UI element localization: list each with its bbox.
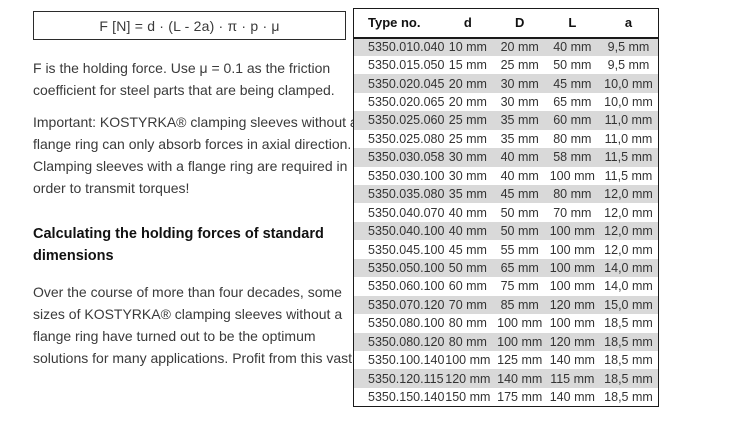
cell-type-no: 5350.080.120 xyxy=(368,334,445,349)
table-cell: 85 mm xyxy=(500,297,539,312)
table-cell: 70 mm xyxy=(448,297,487,312)
table-cell: 125 mm xyxy=(497,353,543,368)
table-cell: 35 mm xyxy=(448,187,487,202)
cell-type-no: 5350.050.100 xyxy=(368,260,445,275)
table-row xyxy=(354,111,659,129)
table-cell: 140 mm xyxy=(497,371,543,386)
table-cell: 40 mm xyxy=(500,150,539,165)
table-cell: 11,5 mm xyxy=(604,150,653,165)
table-cell: 45 mm xyxy=(500,187,539,202)
table-cell: 100 mm xyxy=(549,279,595,294)
table-row xyxy=(354,351,659,369)
table-cell: 80 mm xyxy=(553,187,592,202)
table-row xyxy=(354,38,659,56)
table-cell: 18,5 mm xyxy=(604,353,653,368)
table-cell: 60 mm xyxy=(553,113,592,128)
table-row xyxy=(354,296,659,314)
table-cell: 65 mm xyxy=(500,260,539,275)
table-row xyxy=(354,222,659,240)
table-row xyxy=(354,314,659,332)
table-cell: 11,0 mm xyxy=(604,131,653,146)
table-cell: 40 mm xyxy=(553,40,592,55)
table-cell: 150 mm xyxy=(445,389,491,404)
table-cell: 70 mm xyxy=(553,205,592,220)
table-row xyxy=(354,203,659,221)
table-cell: 14,0 mm xyxy=(604,279,653,294)
section-heading-calculating-forces: Calculating the holding forces of standard dimensions xyxy=(33,226,324,264)
table-cell: 20 mm xyxy=(500,40,539,55)
table-row xyxy=(354,388,659,406)
table-cell: 20 mm xyxy=(448,76,487,91)
table-row xyxy=(354,185,659,203)
table-cell: 140 mm xyxy=(549,389,595,404)
cell-type-no: 5350.025.060 xyxy=(368,113,445,128)
cell-type-no: 5350.020.045 xyxy=(368,76,445,91)
cell-type-no: 5350.015.050 xyxy=(368,58,445,73)
table-row xyxy=(354,167,659,185)
table-cell: 15,0 mm xyxy=(604,297,653,312)
table-cell: 100 mm xyxy=(497,334,543,349)
table-header-row xyxy=(354,9,659,38)
table-cell: 11,5 mm xyxy=(604,168,653,183)
table-cell: 55 mm xyxy=(500,242,539,257)
table-cell: 30 mm xyxy=(500,76,539,91)
paragraph-standard-dimensions: Over the course of more than four decades, some sizes of KOSTYRKA® clamping sleeves without a flange ring have turned out to be the optimum solutions for many applications. Profit from this vast xyxy=(33,284,353,366)
paragraph-important-note: Important: KOSTYRKA® clamping sleeves without a flange ring can only absorb forces in axial direction. Clamping sleeves with a flange ring are required in order to transmit torques! xyxy=(33,114,358,196)
cell-type-no: 5350.060.100 xyxy=(368,279,445,294)
table-cell: 10,0 mm xyxy=(604,76,653,91)
cell-type-no: 5350.070.120 xyxy=(368,297,445,312)
table-cell: 25 mm xyxy=(500,58,539,73)
table-row xyxy=(354,333,659,351)
table-row xyxy=(354,130,659,148)
table-cell: 14,0 mm xyxy=(604,260,653,275)
table-cell: 100 mm xyxy=(549,242,595,257)
table-cell: 20 mm xyxy=(448,95,487,110)
table-cell: 100 mm xyxy=(549,224,595,239)
table-body xyxy=(354,38,659,407)
column-header-D: D xyxy=(494,9,546,38)
table-cell: 18,5 mm xyxy=(604,371,653,386)
table-cell: 30 mm xyxy=(448,168,487,183)
table-cell: 40 mm xyxy=(448,205,487,220)
table-cell: 35 mm xyxy=(500,131,539,146)
cell-type-no: 5350.150.140 xyxy=(368,389,445,404)
table-cell: 80 mm xyxy=(448,334,487,349)
table-cell: 9,5 mm xyxy=(607,58,650,73)
table-cell: 12,0 mm xyxy=(604,224,653,239)
table-cell: 11,0 mm xyxy=(604,113,653,128)
table-cell: 50 mm xyxy=(500,224,539,239)
table-cell: 75 mm xyxy=(500,279,539,294)
table-cell: 45 mm xyxy=(448,242,487,257)
cell-type-no: 5350.025.080 xyxy=(368,131,445,146)
table-cell: 100 mm xyxy=(549,316,595,331)
table-cell: 120 mm xyxy=(445,371,491,386)
table-cell: 30 mm xyxy=(500,95,539,110)
table-cell: 9,5 mm xyxy=(607,40,650,55)
paragraph-friction-coefficient: F is the holding force. Use μ = 0.1 as the friction coefficient for steel parts that are being clamped. xyxy=(33,60,335,98)
cell-type-no: 5350.080.100 xyxy=(368,316,445,331)
table-row xyxy=(354,259,659,277)
cell-type-no: 5350.045.100 xyxy=(368,242,445,257)
table-cell: 15 mm xyxy=(448,58,487,73)
table-cell: 50 mm xyxy=(553,58,592,73)
table-cell: 100 mm xyxy=(497,316,543,331)
table-cell: 25 mm xyxy=(448,113,487,128)
table-cell: 18,5 mm xyxy=(604,334,653,349)
table-cell: 35 mm xyxy=(500,113,539,128)
table-cell: 12,0 mm xyxy=(604,242,653,257)
dimensions-table xyxy=(353,8,659,407)
cell-type-no: 5350.040.070 xyxy=(368,205,445,220)
cell-type-no: 5350.120.115 xyxy=(368,371,444,386)
table-cell: 12,0 mm xyxy=(604,187,653,202)
table-cell: 115 mm xyxy=(550,371,595,386)
table-cell: 65 mm xyxy=(553,95,592,110)
table-cell: 58 mm xyxy=(553,150,592,165)
cell-type-no: 5350.035.080 xyxy=(368,187,445,202)
cell-type-no: 5350.100.140 xyxy=(368,353,445,368)
table-cell: 80 mm xyxy=(448,316,487,331)
holding-force-formula: F [N] = d · (L - 2a) · π · p · μ xyxy=(99,17,280,34)
table-cell: 18,5 mm xyxy=(604,389,653,404)
table-cell: 50 mm xyxy=(448,260,487,275)
table-cell: 80 mm xyxy=(553,131,592,146)
table-cell: 40 mm xyxy=(500,168,539,183)
table-cell: 10 mm xyxy=(448,40,487,55)
table-cell: 60 mm xyxy=(448,279,487,294)
table-cell: 100 mm xyxy=(549,168,595,183)
cell-type-no: 5350.040.100 xyxy=(368,224,445,239)
table-cell: 175 mm xyxy=(497,389,543,404)
table-cell: 120 mm xyxy=(549,334,595,349)
column-header-d: d xyxy=(442,9,494,38)
table-row xyxy=(354,56,659,74)
table-cell: 50 mm xyxy=(500,205,539,220)
table-cell: 45 mm xyxy=(553,76,592,91)
cell-type-no: 5350.020.065 xyxy=(368,95,445,110)
holding-force-formula-box xyxy=(33,11,346,40)
table-row xyxy=(354,148,659,166)
table-row xyxy=(354,93,659,111)
table-row xyxy=(354,74,659,92)
column-header-a: a xyxy=(599,9,659,38)
table-cell: 100 mm xyxy=(445,353,491,368)
table-cell: 25 mm xyxy=(448,131,487,146)
table-row xyxy=(354,277,659,295)
table-row xyxy=(354,240,659,258)
left-text-column xyxy=(33,11,358,369)
cell-type-no: 5350.030.100 xyxy=(368,168,445,183)
column-header-L: L xyxy=(546,9,599,38)
table-cell: 100 mm xyxy=(549,260,595,275)
table-cell: 40 mm xyxy=(448,224,487,239)
table-cell: 18,5 mm xyxy=(604,316,653,331)
table-cell: 120 mm xyxy=(549,297,595,312)
table-cell: 30 mm xyxy=(448,150,487,165)
cell-type-no: 5350.010.040 xyxy=(368,40,445,55)
cell-type-no: 5350.030.058 xyxy=(368,150,445,165)
table-cell: 10,0 mm xyxy=(604,95,653,110)
table-row xyxy=(354,369,659,387)
table-cell: 140 mm xyxy=(549,353,595,368)
column-header-type-no: Type no. xyxy=(354,9,442,38)
table-cell: 12,0 mm xyxy=(604,205,653,220)
